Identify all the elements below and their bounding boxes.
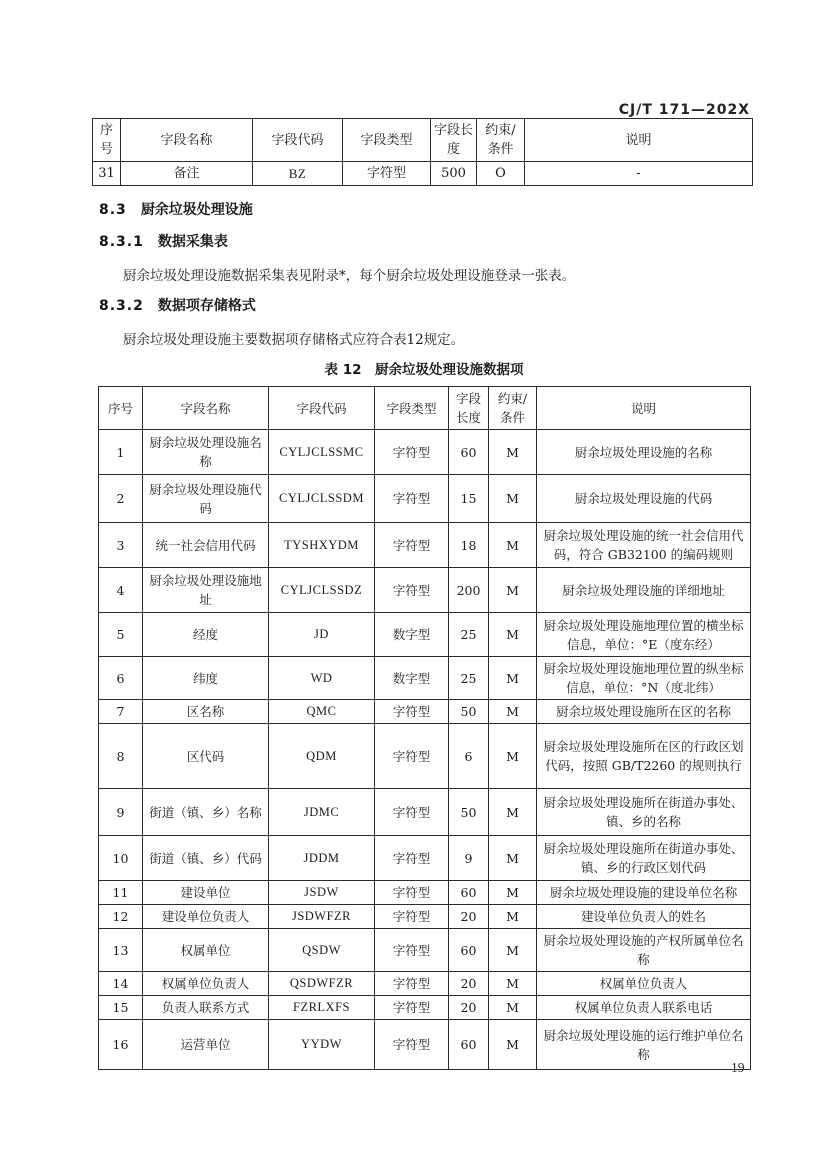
- table-cell: M: [489, 996, 537, 1020]
- section-number: 8.3.1: [99, 234, 144, 250]
- table-cell: JDDM: [269, 836, 375, 881]
- table-cell: 纬度: [143, 657, 269, 700]
- table-cell: 建设单位: [143, 881, 269, 905]
- table-cell: M: [489, 789, 537, 836]
- header-row: [93, 119, 753, 162]
- section-heading-8-3-2: [99, 295, 256, 315]
- table-row: [99, 613, 751, 657]
- table-cell: 500: [431, 162, 477, 186]
- header-row: [99, 387, 751, 430]
- table-cell: 街道（镇、乡）代码: [143, 836, 269, 881]
- table-row: [99, 475, 751, 523]
- table-cell: M: [489, 972, 537, 996]
- table-cell: 字符型: [375, 972, 449, 996]
- table-cell: QMC: [269, 700, 375, 724]
- table-cell: M: [489, 881, 537, 905]
- table-cell: 1: [99, 430, 143, 475]
- table-cell: 厨余垃圾处理设施的运行维护单位名称: [537, 1020, 751, 1070]
- column-header: 约束/条件: [477, 119, 525, 162]
- table-cell: 字符型: [375, 881, 449, 905]
- table-cell: 字符型: [375, 724, 449, 789]
- table-row: [99, 724, 751, 789]
- table-cell: 18: [449, 523, 489, 568]
- table-cell: 厨余垃圾处理设施所在区的名称: [537, 700, 751, 724]
- table-12: [98, 386, 751, 1070]
- table-cell: 字符型: [343, 162, 431, 186]
- table-cell: 20: [449, 905, 489, 929]
- table-cell: 13: [99, 929, 143, 972]
- table-cell: M: [489, 905, 537, 929]
- table-cell: 数字型: [375, 613, 449, 657]
- section-title: 厨余垃圾处理设施: [140, 202, 253, 218]
- column-header: 说明: [525, 119, 753, 162]
- table-cell: FZRLXFS: [269, 996, 375, 1020]
- table-cell: 3: [99, 523, 143, 568]
- table-cell: 60: [449, 430, 489, 475]
- table-cell: 街道（镇、乡）名称: [143, 789, 269, 836]
- table-cell: 厨余垃圾处理设施地理位置的纵坐标信息，单位：°N（度北纬）: [537, 657, 751, 700]
- table-cell: M: [489, 1020, 537, 1070]
- table-cell: CYLJCLSSDZ: [269, 568, 375, 613]
- table-cell: 字符型: [375, 523, 449, 568]
- table-cell: 字符型: [375, 836, 449, 881]
- table-cell: 厨余垃圾处理设施地理位置的横坐标信息，单位：°E（度东经）: [537, 613, 751, 657]
- page-number: 19: [731, 1060, 745, 1075]
- table-cell: 厨余垃圾处理设施的代码: [537, 475, 751, 523]
- table-cell: 负责人联系方式: [143, 996, 269, 1020]
- table-cell: 15: [99, 996, 143, 1020]
- table-row: [99, 929, 751, 972]
- column-header: 序号: [93, 119, 121, 162]
- table-cell: 权属单位负责人: [143, 972, 269, 996]
- table-cell: M: [489, 700, 537, 724]
- table-cell: 字符型: [375, 700, 449, 724]
- table-cell: QDM: [269, 724, 375, 789]
- table-cell: 60: [449, 929, 489, 972]
- column-header: 字段长度: [431, 119, 477, 162]
- table-cell: 字符型: [375, 789, 449, 836]
- table-row: [99, 996, 751, 1020]
- table-cell: 7: [99, 700, 143, 724]
- table-cell: 6: [99, 657, 143, 700]
- table-cell: 10: [99, 836, 143, 881]
- table-cell: JSDWFZR: [269, 905, 375, 929]
- section-number: 8.3.2: [99, 298, 144, 314]
- table-row: [99, 430, 751, 475]
- table-cell: QSDW: [269, 929, 375, 972]
- table-cell: 厨余垃圾处理设施名称: [143, 430, 269, 475]
- table-cell: 字符型: [375, 1020, 449, 1070]
- table-cell: 厨余垃圾处理设施的名称: [537, 430, 751, 475]
- column-header: 说明: [537, 387, 751, 430]
- table-cell: CYLJCLSSDM: [269, 475, 375, 523]
- table-cell: 字符型: [375, 905, 449, 929]
- standard-number: CJ/T 171—202X: [618, 102, 750, 118]
- table-cell: 区代码: [143, 724, 269, 789]
- table-cell: YYDW: [269, 1020, 375, 1070]
- column-header: 序号: [99, 387, 143, 430]
- section-title: 数据采集表: [157, 234, 228, 250]
- table-row: [99, 523, 751, 568]
- table-cell: JSDW: [269, 881, 375, 905]
- table-cell: 运营单位: [143, 1020, 269, 1070]
- table-cell: 50: [449, 789, 489, 836]
- table-row: [99, 972, 751, 996]
- column-header: 约束/条件: [489, 387, 537, 430]
- column-header: 字段名称: [121, 119, 253, 162]
- table-cell: 11: [99, 881, 143, 905]
- table-cell: O: [477, 162, 525, 186]
- table-row: [99, 836, 751, 881]
- table-row: [99, 568, 751, 613]
- table-cell: M: [489, 836, 537, 881]
- table-cell: 权属单位: [143, 929, 269, 972]
- table-cell: 建设单位负责人的姓名: [537, 905, 751, 929]
- table-row: [99, 789, 751, 836]
- table-cell: 备注: [121, 162, 253, 186]
- table-cell: 5: [99, 613, 143, 657]
- table-row: [99, 1020, 751, 1070]
- table-cell: 25: [449, 657, 489, 700]
- table-cell: 9: [99, 789, 143, 836]
- section-title: 数据项存储格式: [157, 298, 256, 314]
- table-cell: M: [489, 657, 537, 700]
- table-cell: WD: [269, 657, 375, 700]
- table-cell: 20: [449, 972, 489, 996]
- table-cell: TYSHXYDM: [269, 523, 375, 568]
- column-header: 字段类型: [343, 119, 431, 162]
- table-cell: M: [489, 568, 537, 613]
- table-cell: JDMC: [269, 789, 375, 836]
- table-cell: 字符型: [375, 430, 449, 475]
- table-cell: 厨余垃圾处理设施所在街道办事处、镇、乡的行政区划代码: [537, 836, 751, 881]
- column-header: 字段代码: [269, 387, 375, 430]
- table-cell: 厨余垃圾处理设施所在街道办事处、镇、乡的名称: [537, 789, 751, 836]
- table-cell: 数字型: [375, 657, 449, 700]
- table-cell: 厨余垃圾处理设施的统一社会信用代码，符合 GB32100 的编码规则: [537, 523, 751, 568]
- table-cell: 31: [93, 162, 121, 186]
- table-cell: 14: [99, 972, 143, 996]
- table-cell: 50: [449, 700, 489, 724]
- table-cell: QSDWFZR: [269, 972, 375, 996]
- table-cell: 字符型: [375, 568, 449, 613]
- column-header: 字段长度: [449, 387, 489, 430]
- table-cell: M: [489, 613, 537, 657]
- table-cell: M: [489, 724, 537, 789]
- table-cell: 权属单位负责人联系电话: [537, 996, 751, 1020]
- table-cell: 60: [449, 1020, 489, 1070]
- table-row: [93, 162, 753, 186]
- table-cell: 4: [99, 568, 143, 613]
- table-cell: 建设单位负责人: [143, 905, 269, 929]
- table-cell: 8: [99, 724, 143, 789]
- table-cell: 厨余垃圾处理设施代码: [143, 475, 269, 523]
- column-header: 字段代码: [253, 119, 343, 162]
- table-cell: 25: [449, 613, 489, 657]
- table-cell: BZ: [253, 162, 343, 186]
- table-cell: 12: [99, 905, 143, 929]
- table-cell: M: [489, 929, 537, 972]
- table-cell: 权属单位负责人: [537, 972, 751, 996]
- table-cell: 2: [99, 475, 143, 523]
- section-heading-8-3-1: [99, 231, 228, 251]
- body-paragraph-8-3-2: 厨余垃圾处理设施主要数据项存储格式应符合表12规定。: [123, 332, 465, 348]
- table-cell: 9: [449, 836, 489, 881]
- table-cell: 16: [99, 1020, 143, 1070]
- table-cell: CYLJCLSSMC: [269, 430, 375, 475]
- table-cell: 厨余垃圾处理设施的产权所属单位名称: [537, 929, 751, 972]
- table-cell: 6: [449, 724, 489, 789]
- table-cell: 厨余垃圾处理设施地址: [143, 568, 269, 613]
- table-cell: 厨余垃圾处理设施的详细地址: [537, 568, 751, 613]
- table-cell: 字符型: [375, 929, 449, 972]
- table-cell: 统一社会信用代码: [143, 523, 269, 568]
- table-row: [99, 657, 751, 700]
- table-cell: 15: [449, 475, 489, 523]
- table-12-caption: 表 12 厨余垃圾处理设施数据项: [324, 362, 524, 378]
- table-cell: JD: [269, 613, 375, 657]
- table-cell: 200: [449, 568, 489, 613]
- table-row: [99, 700, 751, 724]
- body-paragraph-8-3-1: 厨余垃圾处理设施数据采集表见附录*，每个厨余垃圾处理设施登录一张表。: [123, 268, 576, 284]
- table-cell: 区名称: [143, 700, 269, 724]
- table-cell: M: [489, 430, 537, 475]
- table-row: [99, 905, 751, 929]
- table-cell: 厨余垃圾处理设施所在区的行政区划代码，按照 GB/T2260 的规则执行: [537, 724, 751, 789]
- table-cell: 字符型: [375, 475, 449, 523]
- table-cell: M: [489, 475, 537, 523]
- section-heading-8-3: [99, 199, 253, 219]
- table-cell: -: [525, 162, 753, 186]
- table-cell: 厨余垃圾处理设施的建设单位名称: [537, 881, 751, 905]
- table-row: [99, 881, 751, 905]
- table-cell: 经度: [143, 613, 269, 657]
- table-cell: 60: [449, 881, 489, 905]
- column-header: 字段名称: [143, 387, 269, 430]
- table-cell: 20: [449, 996, 489, 1020]
- table-cell: 字符型: [375, 996, 449, 1020]
- continuation-table: [92, 118, 753, 186]
- column-header: 字段类型: [375, 387, 449, 430]
- table-cell: M: [489, 523, 537, 568]
- section-number: 8.3: [99, 202, 127, 218]
